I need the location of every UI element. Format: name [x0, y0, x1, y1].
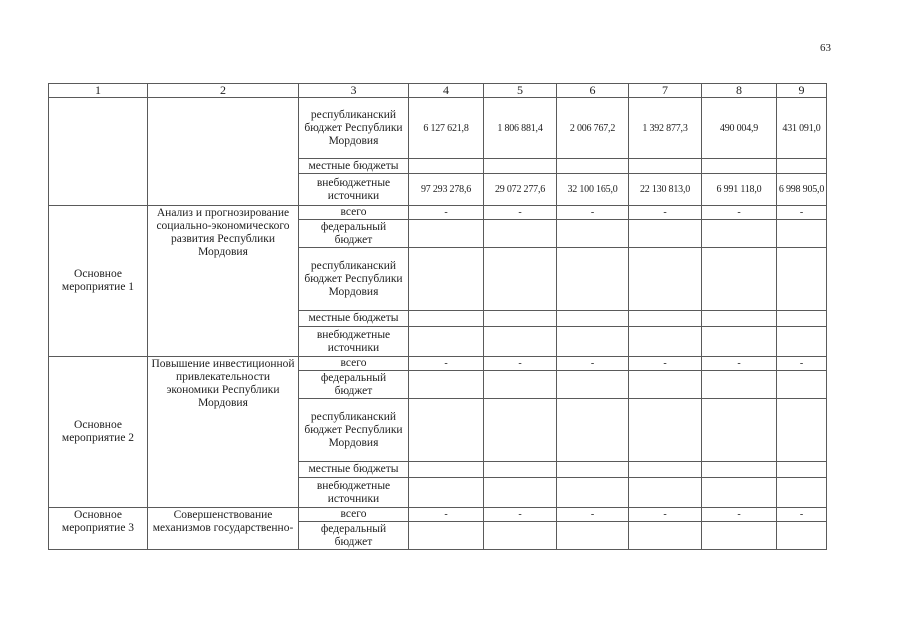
value-cell — [777, 327, 827, 357]
value-cell — [777, 159, 827, 174]
header-cell: 1 — [49, 84, 148, 98]
value-cell: - — [702, 508, 777, 522]
value-cell — [484, 327, 557, 357]
header-cell: 9 — [777, 84, 827, 98]
source-cell: федеральный бюджет — [299, 220, 409, 248]
value-cell — [629, 159, 702, 174]
value-cell — [484, 462, 557, 478]
value-cell: - — [557, 508, 629, 522]
value-cell — [702, 327, 777, 357]
value-cell — [702, 311, 777, 327]
source-cell: всего — [299, 357, 409, 371]
value-cell: - — [629, 206, 702, 220]
value-cell — [557, 220, 629, 248]
cont-activity-cell — [49, 98, 148, 206]
value-cell — [777, 522, 827, 550]
value-cell — [777, 478, 827, 508]
source-cell: республиканский бюджет Республики Мордовия — [299, 248, 409, 311]
value-cell: 2 006 767,2 — [557, 98, 629, 159]
value-cell — [557, 248, 629, 311]
value-cell — [702, 399, 777, 462]
value-cell: - — [484, 357, 557, 371]
value-cell — [777, 462, 827, 478]
value-cell — [484, 220, 557, 248]
value-cell — [484, 522, 557, 550]
value-cell — [557, 478, 629, 508]
source-cell: местные бюджеты — [299, 462, 409, 478]
value-cell: - — [409, 508, 484, 522]
value-cell: - — [702, 357, 777, 371]
value-cell — [702, 478, 777, 508]
value-cell — [557, 522, 629, 550]
value-cell — [629, 248, 702, 311]
value-cell: 490 004,9 — [702, 98, 777, 159]
value-cell: - — [702, 206, 777, 220]
source-cell: внебюджетные источники — [299, 327, 409, 357]
value-cell — [702, 371, 777, 399]
value-cell — [702, 159, 777, 174]
value-cell — [409, 248, 484, 311]
value-cell: 29 072 277,6 — [484, 174, 557, 206]
value-cell — [484, 399, 557, 462]
header-cell: 6 — [557, 84, 629, 98]
value-cell: 6 991 118,0 — [702, 174, 777, 206]
value-cell — [409, 522, 484, 550]
value-cell — [629, 371, 702, 399]
activity-label: Основное мероприятие 3 — [49, 508, 148, 550]
source-cell: республиканский бюджет Республики Мордовия — [299, 98, 409, 159]
value-cell: 1 392 877,3 — [629, 98, 702, 159]
value-cell — [629, 478, 702, 508]
activity-name: Совершенствование механизмов государственно- — [148, 508, 299, 550]
value-cell — [484, 248, 557, 311]
value-cell: 431 091,0 — [777, 98, 827, 159]
value-cell — [409, 371, 484, 399]
funding-table — [48, 83, 827, 550]
source-cell: всего — [299, 508, 409, 522]
value-cell — [557, 327, 629, 357]
header-cell: 4 — [409, 84, 484, 98]
value-cell: - — [484, 206, 557, 220]
header-row — [49, 84, 827, 98]
value-cell: - — [557, 206, 629, 220]
value-cell — [484, 478, 557, 508]
page-number: 63 — [820, 42, 831, 54]
value-cell — [409, 311, 484, 327]
value-cell — [629, 399, 702, 462]
value-cell — [777, 371, 827, 399]
activity-label: Основное мероприятие 2 — [49, 357, 148, 508]
value-cell: 6 127 621,8 — [409, 98, 484, 159]
source-cell: федеральный бюджет — [299, 522, 409, 550]
value-cell — [777, 248, 827, 311]
value-cell: - — [777, 206, 827, 220]
value-cell — [557, 159, 629, 174]
header-cell: 3 — [299, 84, 409, 98]
value-cell — [629, 327, 702, 357]
value-cell — [484, 159, 557, 174]
value-cell: - — [629, 508, 702, 522]
value-cell: - — [409, 206, 484, 220]
source-cell: внебюджетные источники — [299, 174, 409, 206]
value-cell — [777, 220, 827, 248]
activity-name: Повышение инвестиционной привлекательности экономики Республики Мордовия — [148, 357, 299, 508]
value-cell — [557, 371, 629, 399]
value-cell — [409, 159, 484, 174]
value-cell — [629, 522, 702, 550]
value-cell: - — [629, 357, 702, 371]
value-cell — [409, 399, 484, 462]
table-row — [49, 206, 827, 220]
value-cell — [629, 462, 702, 478]
source-cell: местные бюджеты — [299, 159, 409, 174]
value-cell — [702, 248, 777, 311]
table-row — [49, 357, 827, 371]
header-cell: 5 — [484, 84, 557, 98]
header-cell: 7 — [629, 84, 702, 98]
value-cell — [702, 522, 777, 550]
source-cell: республиканский бюджет Республики Мордовия — [299, 399, 409, 462]
value-cell: 22 130 813,0 — [629, 174, 702, 206]
value-cell — [777, 399, 827, 462]
value-cell: - — [777, 357, 827, 371]
value-cell: 97 293 278,6 — [409, 174, 484, 206]
value-cell — [629, 311, 702, 327]
value-cell: - — [409, 357, 484, 371]
source-cell: федеральный бюджет — [299, 371, 409, 399]
value-cell — [484, 311, 557, 327]
source-cell: всего — [299, 206, 409, 220]
value-cell — [484, 371, 557, 399]
value-cell — [409, 220, 484, 248]
value-cell — [777, 311, 827, 327]
value-cell — [702, 462, 777, 478]
value-cell: - — [777, 508, 827, 522]
value-cell — [409, 327, 484, 357]
source-cell: местные бюджеты — [299, 311, 409, 327]
value-cell: - — [557, 357, 629, 371]
value-cell — [702, 220, 777, 248]
table-row — [49, 508, 827, 522]
header-cell: 2 — [148, 84, 299, 98]
value-cell: 1 806 881,4 — [484, 98, 557, 159]
value-cell: 6 998 905,0 — [777, 174, 827, 206]
activity-label: Основное мероприятие 1 — [49, 206, 148, 357]
value-cell — [409, 478, 484, 508]
header-cell: 8 — [702, 84, 777, 98]
activity-name: Анализ и прогнозирование социально-экономического развития Республики Мордовия — [148, 206, 299, 357]
cont-name-cell — [148, 98, 299, 206]
value-cell — [557, 399, 629, 462]
value-cell — [557, 462, 629, 478]
value-cell — [629, 220, 702, 248]
value-cell: 32 100 165,0 — [557, 174, 629, 206]
value-cell — [409, 462, 484, 478]
table-row — [49, 98, 827, 159]
value-cell: - — [484, 508, 557, 522]
value-cell — [557, 311, 629, 327]
source-cell: внебюджетные источники — [299, 478, 409, 508]
